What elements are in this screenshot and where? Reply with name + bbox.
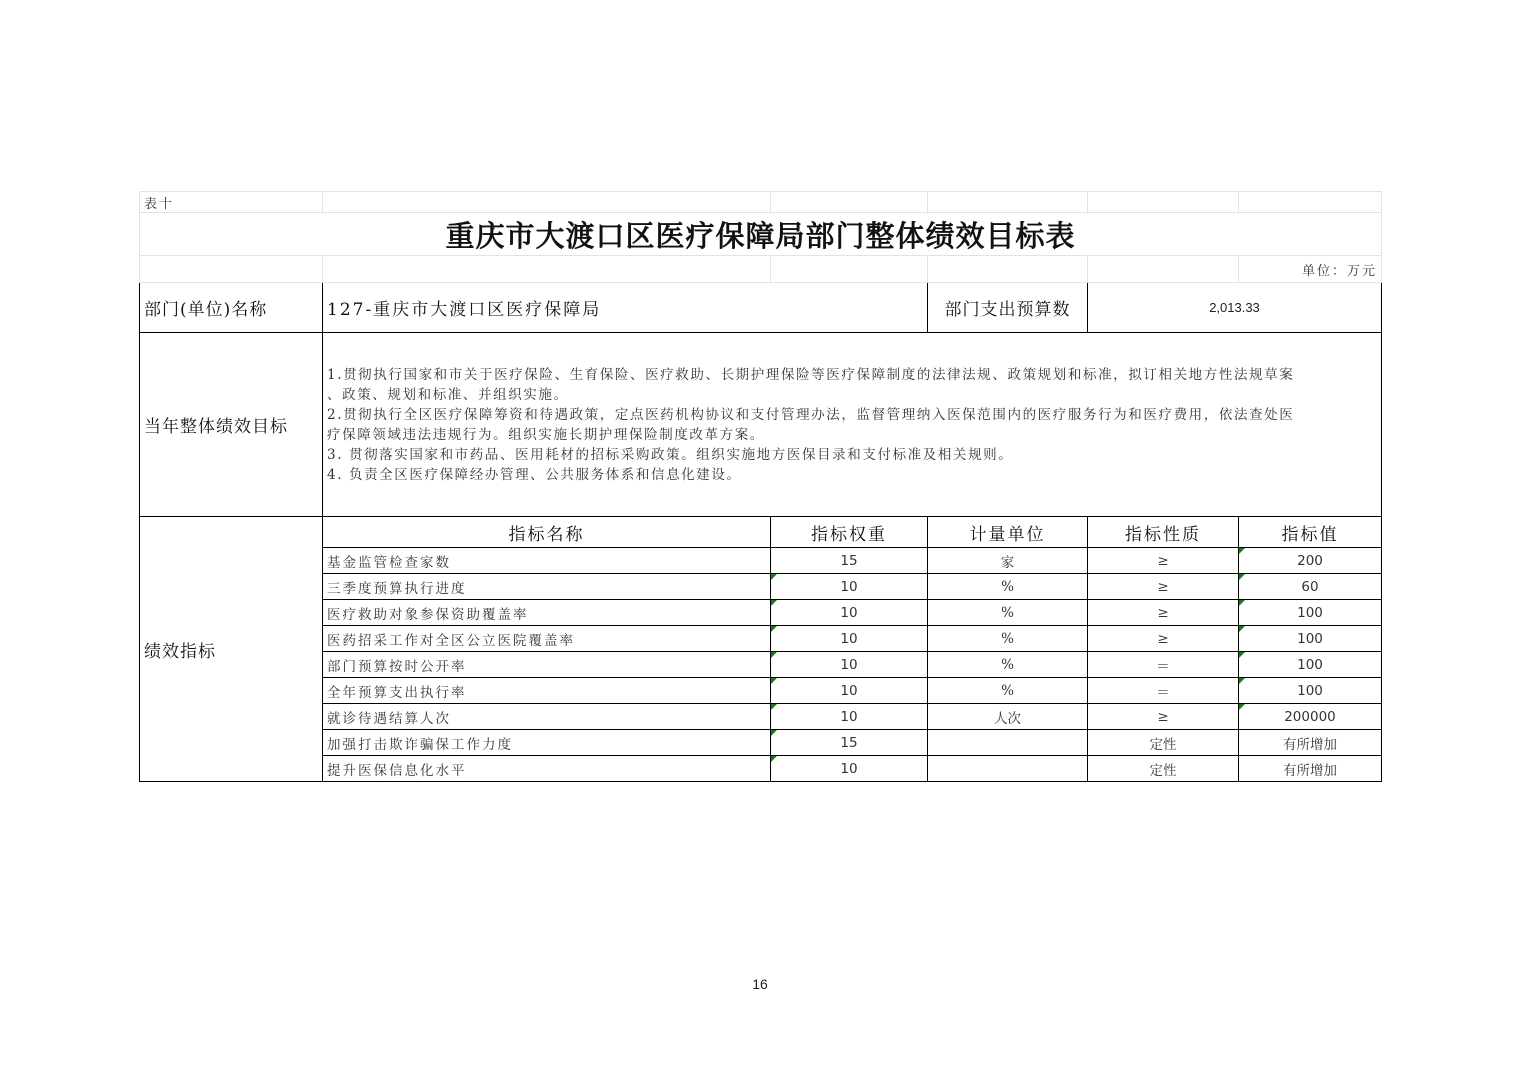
indicator-header-row xyxy=(140,517,1382,548)
page-title: 重庆市大渡口区医疗保障局部门整体绩效目标表 xyxy=(140,213,1382,256)
unit-label: 单位：万元 xyxy=(1239,256,1382,283)
goal-line: 3. 贯彻落实国家和市药品、医用耗材的招标采购政策。组织实施地方医保目录和支付标准及相关规则。 xyxy=(327,446,1014,463)
goal-line: 疗保障领域违法违规行为。组织实施长期护理保险制度改革方案。 xyxy=(327,426,765,443)
dept-name-value: 127-重庆市大渡口区医疗保障局 xyxy=(323,283,928,333)
goal-line: 4. 负责全区医疗保障经办管理、公共服务体系和信息化建设。 xyxy=(327,466,742,483)
table-tag: 表十 xyxy=(140,192,323,213)
dept-name-label: 部门(单位)名称 xyxy=(140,283,323,333)
table-row: 医疗救助对象参保资助覆盖率 10 % ≥ 100 xyxy=(140,600,1382,626)
table-row: 提升医保信息化水平 10 定性 有所增加 xyxy=(140,756,1382,782)
table-row: 医药招采工作对全区公立医院覆盖率 10 % ≥ 100 xyxy=(140,626,1382,652)
goal-line: 、政策、规划和标准、并组织实施。 xyxy=(327,386,569,403)
goal-text xyxy=(323,333,1382,517)
goal-row xyxy=(140,333,1382,517)
table-row: 三季度预算执行进度 10 % ≥ 60 xyxy=(140,574,1382,600)
goal-line: 1.贯彻执行国家和市关于医疗保险、生育保险、医疗救助、长期护理保险等医疗保障制度的法律法规、政策规划和标准，拟订相关地方性法规草案 xyxy=(327,366,1295,383)
budget-value: 2,013.33 xyxy=(1088,283,1382,333)
indicators-label: 绩效指标 xyxy=(140,517,323,782)
table-row: 就诊待遇结算人次 10 人次 ≥ 200000 xyxy=(140,704,1382,730)
col-header-value: 指标值 xyxy=(1239,517,1382,548)
table-row: 全年预算支出执行率 10 % ＝ 100 xyxy=(140,678,1382,704)
dept-row xyxy=(140,283,1382,333)
table-row: 加强打击欺诈骗保工作力度 15 定性 有所增加 xyxy=(140,730,1382,756)
performance-target-sheet xyxy=(139,191,1381,782)
target-table xyxy=(139,191,1382,782)
col-header-unit: 计量单位 xyxy=(928,517,1088,548)
budget-label: 部门支出预算数 xyxy=(928,283,1088,333)
col-header-weight: 指标权重 xyxy=(771,517,928,548)
page-number: 16 xyxy=(752,976,768,992)
goal-label: 当年整体绩效目标 xyxy=(140,333,323,517)
table-row: 基金监管检查家数 15 家 ≥ 200 xyxy=(140,548,1382,574)
col-header-nature: 指标性质 xyxy=(1088,517,1239,548)
table-row: 部门预算按时公开率 10 % ＝ 100 xyxy=(140,652,1382,678)
goal-line: 2.贯彻执行全区医疗保障筹资和待遇政策，定点医药机构协议和支付管理办法，监督管理纳入医保范围内的医疗服务行为和医疗费用，依法查处医 xyxy=(327,406,1295,423)
col-header-name: 指标名称 xyxy=(323,517,771,548)
